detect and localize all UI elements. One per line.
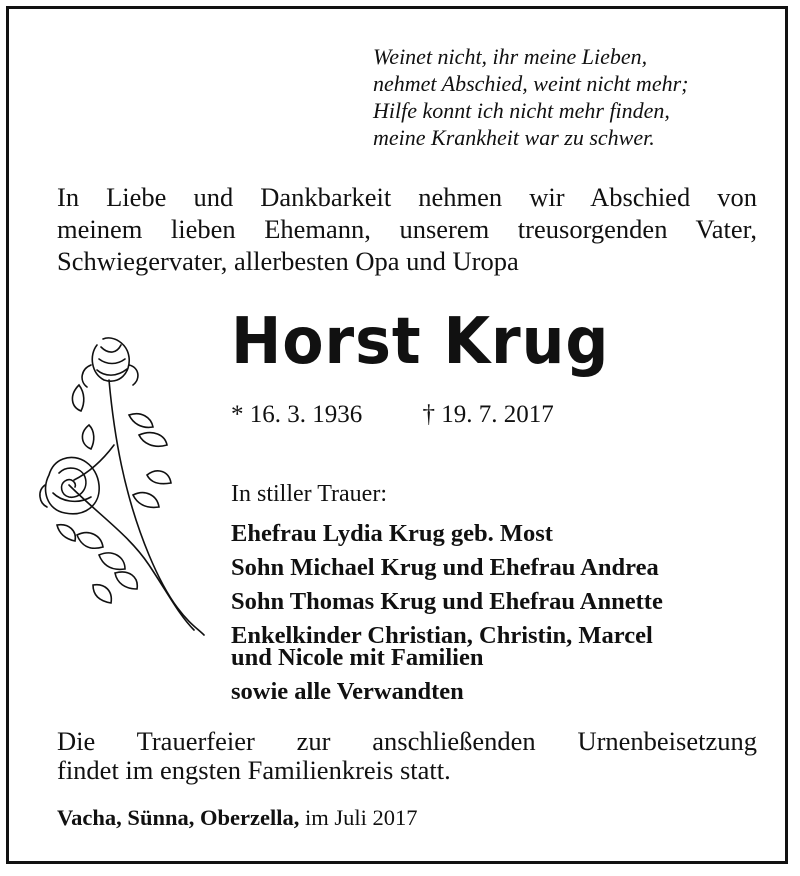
mourners-list [231, 517, 663, 709]
ceremony-line: findet im engsten Familienkreis statt. [57, 755, 451, 785]
poem-line: Weinet nicht, ihr meine Lieben, [373, 44, 648, 69]
mourner-line: und Nicole mit Familien [231, 644, 484, 671]
mourner-line: sowie alle Verwandten [231, 678, 464, 705]
footer [57, 805, 417, 831]
footer-places: Vacha, Sünna, Oberzella, [57, 805, 300, 830]
intro-line: In Liebe und Dankbarkeit nehmen wir Abschied von [57, 182, 757, 212]
mourner-line: Sohn Thomas Krug und Ehefrau Annette [231, 588, 663, 615]
death-date: † 19. 7. 2017 [422, 401, 554, 428]
life-dates [231, 401, 554, 429]
poem-line: Hilfe konnt ich nicht mehr finden, [373, 98, 670, 123]
rose-icon [29, 325, 209, 645]
intro-line: Schwiegervater, allerbesten Opa und Uropa [57, 246, 519, 276]
deceased-name: Horst Krug [231, 305, 610, 379]
birth-date: * 16. 3. 1936 [231, 401, 363, 428]
obituary-frame [6, 6, 788, 864]
ceremony-line: Die Trauerfeier zur anschließenden Urnenbeisetzung [57, 726, 757, 756]
poem-line: nehmet Abschied, weint nicht mehr; [373, 71, 689, 96]
poem [373, 43, 688, 151]
mourner-line: Ehefrau Lydia Krug geb. Most [231, 520, 553, 547]
intro-line: meinem lieben Ehemann, unserem treusorgenden Vater, [57, 214, 757, 244]
poem-line: meine Krankheit war zu schwer. [373, 125, 655, 150]
footer-date: im Juli 2017 [304, 805, 418, 830]
mourning-label: In stiller Trauer: [231, 481, 387, 507]
mourner-line: Enkelkinder Christian, Christin, Marcel [231, 622, 653, 649]
ceremony-text [57, 727, 757, 785]
intro-text [57, 181, 757, 277]
mourner-line: Sohn Michael Krug und Ehefrau Andrea [231, 554, 659, 581]
